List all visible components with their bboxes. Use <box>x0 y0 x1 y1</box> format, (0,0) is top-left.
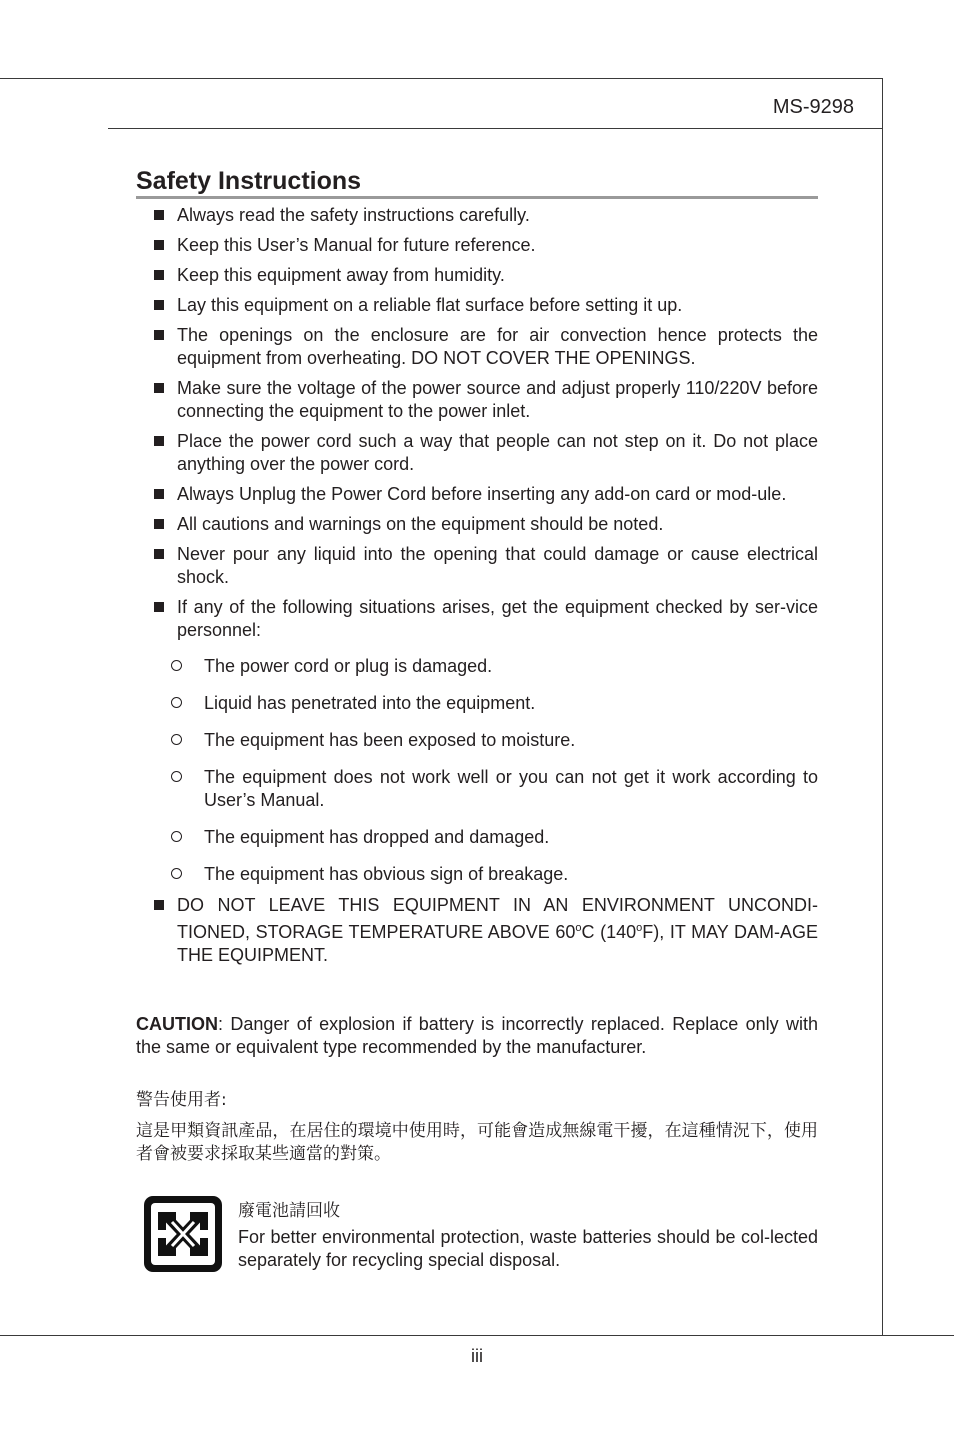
sub-list-item: The equipment has been exposed to moisture. <box>136 729 818 752</box>
square-bullet-icon <box>154 240 164 250</box>
taiwan-warning-title: 警告使用者: <box>136 1090 227 1110</box>
list-item: Keep this User’s Manual for future reference. <box>136 234 818 257</box>
list-item: Keep this equipment away from humidity. <box>136 264 818 287</box>
list-item: Never pour any liquid into the opening that could damage or cause electrical shock. <box>136 543 818 589</box>
sub-list-item: The power cord or plug is damaged. <box>136 655 818 678</box>
square-bullet-icon <box>154 549 164 559</box>
sub-list-item: The equipment does not work well or you can not get it work according to User’s Manual. <box>136 766 818 812</box>
circle-bullet-icon <box>171 771 182 782</box>
situations-list <box>136 655 818 886</box>
square-bullet-icon <box>154 300 164 310</box>
square-bullet-icon <box>154 210 164 220</box>
list-item: Always read the safety instructions carefully. <box>136 204 818 227</box>
circle-bullet-icon <box>171 831 182 842</box>
list-item: Lay this equipment on a reliable flat surface before setting it up. <box>136 294 818 317</box>
sub-list-item: The equipment has dropped and damaged. <box>136 826 818 849</box>
list-item: Always Unplug the Power Cord before inserting any add-on card or mod-ule. <box>136 483 818 506</box>
recycling-text: For better environmental protection, waste batteries should be col-lected separately for recycling special disposal. <box>238 1227 818 1270</box>
circle-bullet-icon <box>171 697 182 708</box>
list-item: All cautions and warnings on the equipment should be noted. <box>136 513 818 536</box>
right-rule <box>882 78 883 1335</box>
list-item: The openings on the enclosure are for air convection hence protects the equipment from overheating. DO NOT COVER THE OPENINGS. <box>136 324 818 370</box>
list-item: DO NOT LEAVE THIS EQUIPMENT IN AN ENVIRONMENT UNCONDI-TIONED, STORAGE TEMPERATURE ABOVE 60$^o$C (140$^o$F), IT MAY DAM-AGE THE EQUIPMENT. <box>136 894 818 967</box>
safety-list <box>136 204 818 974</box>
square-bullet-icon <box>154 519 164 529</box>
page-title: Safety Instructions <box>136 167 362 195</box>
square-bullet-icon <box>154 330 164 340</box>
square-bullet-icon <box>154 270 164 280</box>
caution-paragraph: CAUTION: Danger of explosion if battery is incorrectly replaced. Replace only with the same or equivalent type recommended by the manufacturer. <box>136 1014 818 1057</box>
page-number: iii <box>471 1346 483 1366</box>
circle-bullet-icon <box>171 660 182 671</box>
taiwan-warning-text: 這是甲類資訊產品，在居住的環境中使用時，可能會造成無線電干擾，在這種情況下，使用者會被要求採取某些適當的對策。 <box>136 1121 818 1164</box>
title-underline <box>136 196 818 199</box>
circle-bullet-icon <box>171 868 182 879</box>
battery-recycling-icon <box>142 1194 224 1274</box>
sub-list-item: The equipment has obvious sign of breakage. <box>136 863 818 886</box>
header-rule <box>108 128 883 129</box>
square-bullet-icon <box>154 489 164 499</box>
top-rule <box>0 78 883 79</box>
caution-label: CAUTION <box>136 1014 218 1034</box>
recycling-title: 廢電池請回收 <box>238 1201 340 1221</box>
bottom-rule <box>0 1335 954 1336</box>
square-bullet-icon <box>154 602 164 612</box>
sub-list-item: Liquid has penetrated into the equipment. <box>136 692 818 715</box>
square-bullet-icon <box>154 900 164 910</box>
list-item: Make sure the voltage of the power source and adjust properly 110/220V before connecting the equipment to the power inlet. <box>136 377 818 423</box>
square-bullet-icon <box>154 436 164 446</box>
list-item: If any of the following situations arises, get the equipment checked by ser-vice personnel: The power cord or plug is damaged. Liquid has penetrated into the equipment. The equipment has been exposed to moisture. The equipment does not work well or you can not get it work according to User’s Manual. The equipment has dropped and damaged. The equipment has obvious sign of breakage. <box>136 596 818 886</box>
circle-bullet-icon <box>171 734 182 745</box>
list-item: Place the power cord such a way that people can not step on it. Do not place anything over the power cord. <box>136 430 818 476</box>
model-number: MS-9298 <box>772 96 854 118</box>
square-bullet-icon <box>154 383 164 393</box>
